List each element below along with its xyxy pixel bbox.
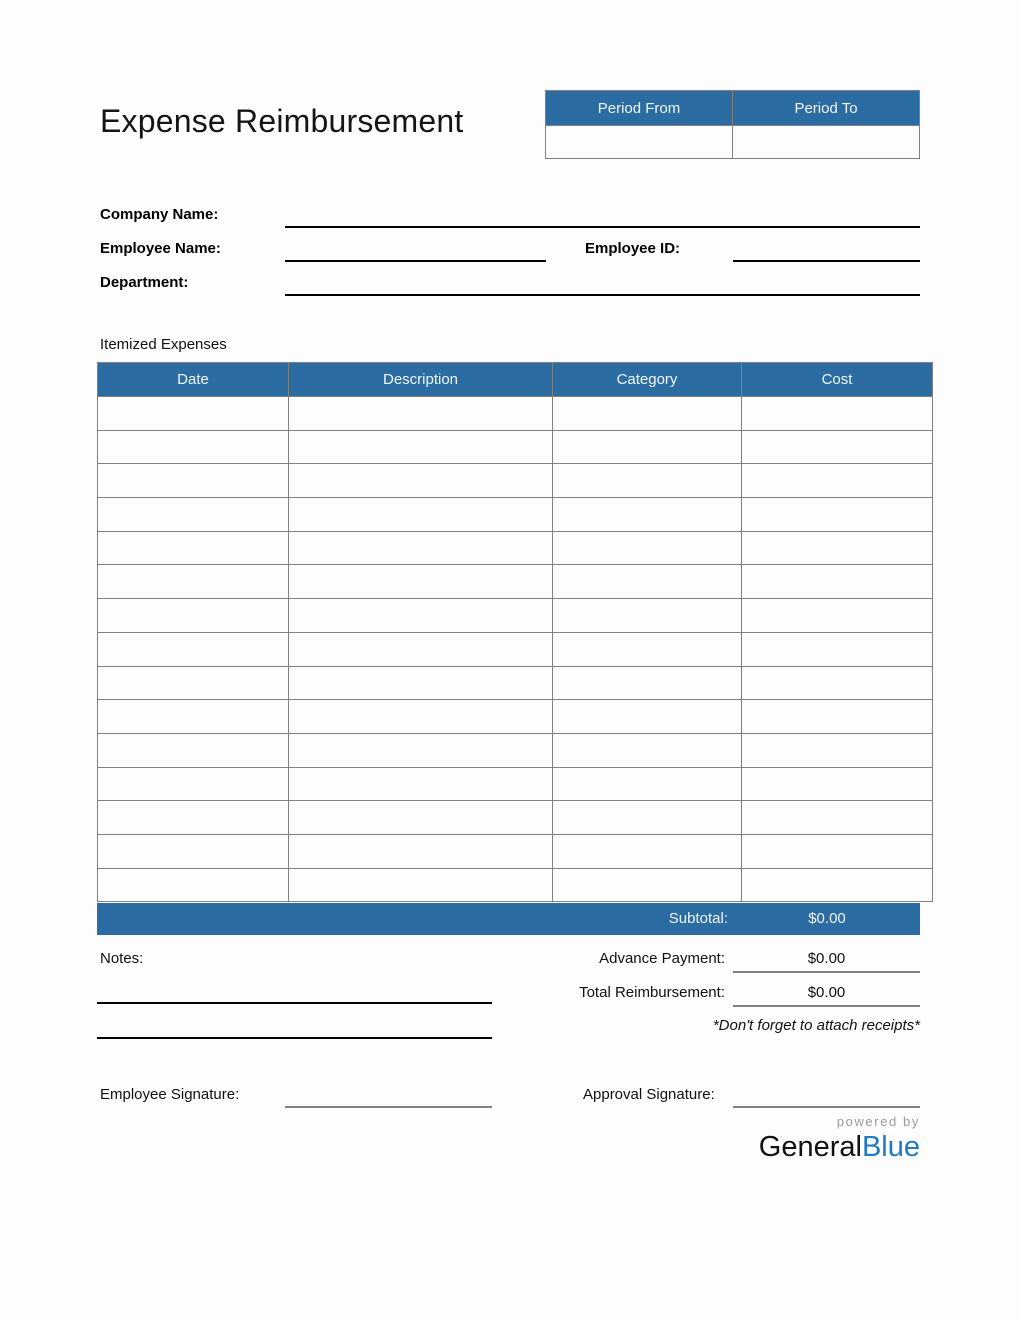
cell-date[interactable] <box>98 834 289 868</box>
cell-date[interactable] <box>98 733 289 767</box>
expenses-table-body <box>98 397 933 902</box>
cell-category[interactable] <box>553 430 742 464</box>
subtotal-value: $0.00 <box>808 910 846 927</box>
cell-cost[interactable] <box>742 430 933 464</box>
page-title: Expense Reimbursement <box>100 103 464 139</box>
brand-name-general: General <box>758 1131 862 1163</box>
cell-category[interactable] <box>553 498 742 532</box>
table-row <box>98 632 933 666</box>
powered-by-text: powered by <box>836 1114 920 1129</box>
employee-signature-label: Employee Signature: <box>100 1086 240 1103</box>
cell-cost[interactable] <box>742 700 933 734</box>
brand-name-blue: Blue <box>861 1131 920 1163</box>
cell-description[interactable] <box>289 666 553 700</box>
total-reimbursement-value: $0.00 <box>807 984 846 1001</box>
cell-category[interactable] <box>553 531 742 565</box>
cell-description[interactable] <box>289 700 553 734</box>
table-row <box>98 666 933 700</box>
attach-receipts-note: *Don't forget to attach receipts* <box>712 1017 920 1034</box>
notes-line-2[interactable] <box>97 1037 492 1039</box>
cell-cost[interactable] <box>742 464 933 498</box>
table-row <box>98 498 933 532</box>
table-row <box>98 868 933 902</box>
cell-cost[interactable] <box>742 834 933 868</box>
table-row <box>98 430 933 464</box>
cell-category[interactable] <box>553 565 742 599</box>
employee-id-input[interactable] <box>733 260 920 262</box>
employee-signature-input[interactable] <box>285 1106 492 1108</box>
table-row <box>98 565 933 599</box>
total-reimbursement-label: Total Reimbursement: <box>579 984 725 1001</box>
table-row <box>98 801 933 835</box>
cell-date[interactable] <box>98 632 289 666</box>
cell-cost[interactable] <box>742 666 933 700</box>
cell-cost[interactable] <box>742 801 933 835</box>
expenses-header-row <box>98 363 933 397</box>
cell-cost[interactable] <box>742 498 933 532</box>
employee-name-label: Employee Name: <box>100 240 221 257</box>
cell-category[interactable] <box>553 700 742 734</box>
cell-cost[interactable] <box>742 733 933 767</box>
subtotal-label: Subtotal: <box>668 910 728 927</box>
column-header-description: Description <box>289 363 553 397</box>
cell-cost[interactable] <box>742 599 933 633</box>
cell-category[interactable] <box>553 767 742 801</box>
advance-payment-label: Advance Payment: <box>599 950 725 967</box>
generalblue-logo <box>740 1114 920 1164</box>
cell-category[interactable] <box>553 801 742 835</box>
cell-cost[interactable] <box>742 767 933 801</box>
period-to-header: Period To <box>733 91 920 126</box>
cell-date[interactable] <box>98 666 289 700</box>
total-reimbursement-underline <box>733 1005 920 1007</box>
column-header-date: Date <box>98 363 289 397</box>
cell-description[interactable] <box>289 397 553 431</box>
column-header-cost: Cost <box>742 363 933 397</box>
period-to-input[interactable] <box>733 126 920 159</box>
cell-date[interactable] <box>98 498 289 532</box>
cell-category[interactable] <box>553 464 742 498</box>
cell-description[interactable] <box>289 733 553 767</box>
period-header-row <box>546 91 920 126</box>
cell-description[interactable] <box>289 599 553 633</box>
cell-category[interactable] <box>553 834 742 868</box>
department-input[interactable] <box>285 294 920 296</box>
cell-description[interactable] <box>289 430 553 464</box>
cell-description[interactable] <box>289 834 553 868</box>
cell-description[interactable] <box>289 801 553 835</box>
employee-id-label: Employee ID: <box>585 240 681 257</box>
itemized-expenses-label: Itemized Expenses <box>100 336 227 353</box>
period-from-input[interactable] <box>546 126 733 159</box>
subtotal-row <box>97 903 920 935</box>
cell-date[interactable] <box>98 599 289 633</box>
notes-line-1[interactable] <box>97 1002 492 1004</box>
cell-category[interactable] <box>553 868 742 902</box>
period-table <box>545 90 920 159</box>
cell-date[interactable] <box>98 397 289 431</box>
cell-date[interactable] <box>98 868 289 902</box>
cell-date[interactable] <box>98 430 289 464</box>
cell-category[interactable] <box>553 599 742 633</box>
company-name-label: Company Name: <box>100 206 219 223</box>
cell-cost[interactable] <box>742 397 933 431</box>
brand-name <box>740 1130 920 1164</box>
cell-date[interactable] <box>98 700 289 734</box>
period-from-header: Period From <box>546 91 733 126</box>
department-label: Department: <box>100 274 189 291</box>
cell-description[interactable] <box>289 498 553 532</box>
cell-cost[interactable] <box>742 565 933 599</box>
cell-date[interactable] <box>98 531 289 565</box>
advance-payment-value[interactable]: $0.00 <box>807 950 846 967</box>
table-row <box>98 531 933 565</box>
period-value-row <box>546 126 920 159</box>
table-row <box>98 700 933 734</box>
cell-description[interactable] <box>289 464 553 498</box>
cell-cost[interactable] <box>742 868 933 902</box>
table-row <box>98 397 933 431</box>
approval-signature-label: Approval Signature: <box>583 1086 715 1103</box>
employee-name-input[interactable] <box>285 260 546 262</box>
cell-date[interactable] <box>98 464 289 498</box>
advance-payment-underline <box>733 971 920 973</box>
table-row <box>98 767 933 801</box>
cell-description[interactable] <box>289 632 553 666</box>
cell-cost[interactable] <box>742 632 933 666</box>
cell-description[interactable] <box>289 565 553 599</box>
expenses-table <box>97 362 933 902</box>
table-row <box>98 733 933 767</box>
approval-signature-input[interactable] <box>733 1106 920 1108</box>
cell-cost[interactable] <box>742 531 933 565</box>
cell-description[interactable] <box>289 868 553 902</box>
cell-category[interactable] <box>553 666 742 700</box>
cell-description[interactable] <box>289 767 553 801</box>
cell-category[interactable] <box>553 632 742 666</box>
cell-date[interactable] <box>98 565 289 599</box>
cell-description[interactable] <box>289 531 553 565</box>
column-header-category: Category <box>553 363 742 397</box>
table-row <box>98 599 933 633</box>
cell-category[interactable] <box>553 733 742 767</box>
cell-date[interactable] <box>98 767 289 801</box>
table-row <box>98 464 933 498</box>
cell-category[interactable] <box>553 397 742 431</box>
company-name-input[interactable] <box>285 226 920 228</box>
table-row <box>98 834 933 868</box>
cell-date[interactable] <box>98 801 289 835</box>
notes-label: Notes: <box>100 950 144 967</box>
